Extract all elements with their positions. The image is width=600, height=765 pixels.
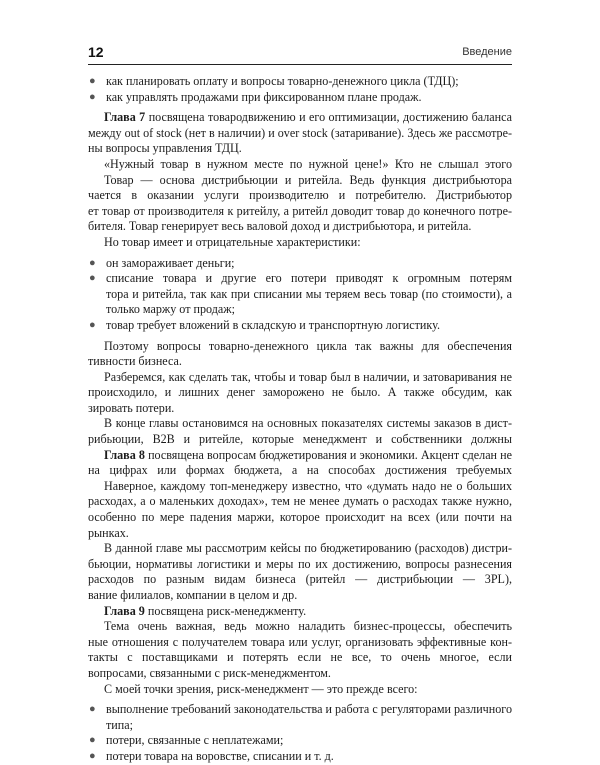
paragraph-line: рынках. xyxy=(88,525,129,540)
paragraph-line: Но товар имеет и отрицательные характеристики: xyxy=(104,234,361,249)
bullet-icon: ● xyxy=(89,318,96,331)
bullet-icon: ● xyxy=(89,256,96,269)
paragraph-line: рибьюции, B2B и ритейле, которые менеджмент и собственники должны xyxy=(88,432,512,447)
paragraph-line: ны вопросы управления ТДЦ. xyxy=(88,141,242,156)
list-item: ● как управлять продажами при фиксированном плане продаж. xyxy=(89,89,422,104)
paragraph-line: вопросами, связанными с риск-менеджментом. xyxy=(88,665,331,680)
list-item: ● потери, связанные с неплатежами; xyxy=(89,733,284,748)
paragraph-line: между out of stock (нет в наличии) и over stock (затаривание). Здесь же рассмотре- xyxy=(88,125,512,140)
chapter-label: Глава 7 xyxy=(104,110,146,125)
bullet-icon: ● xyxy=(89,272,96,285)
running-title: Введение xyxy=(462,46,512,58)
paragraph-line: «Нужный товар в нужном месте по нужной цене!» Кто не слышал этого xyxy=(104,156,512,171)
paragraph-line: Тема очень важная, ведь можно наладить бизнес-процессы, обеспечить xyxy=(104,619,512,634)
paragraph-line: бьюции, нормативы логистики и меры по их достижению, вопросы разнесения xyxy=(88,556,512,571)
paragraph-line: на цифрах или формах бюджета, а на способах достижения требуемых xyxy=(88,463,512,478)
page-body xyxy=(88,74,512,765)
list-item: ● выполнение требований законодательства и работа с регуляторами различного xyxy=(89,702,512,717)
chapter-label: Глава 9 xyxy=(104,603,145,618)
bullet-icon: ● xyxy=(89,749,96,762)
list-item-continuation: тора и ритейла, так как при списании мы теряем весь товар (по стоимости), а xyxy=(106,286,512,301)
list-item: ● списание товара и другие его потери приводят к огромным потерям xyxy=(89,271,512,286)
paragraph-line: ные отношения с получателем товара или услуг, организовать эффективные кон- xyxy=(88,634,512,649)
chapter-8-intro: Глава 8 посвящена вопросам бюджетирования и экономики. Акцент сделан не xyxy=(104,447,512,462)
list-item: ● потери товара на воровстве, списании и т. д. xyxy=(89,748,334,763)
bullet-icon: ● xyxy=(89,734,96,747)
paragraph-line: вание филиалов, компании в целом и др. xyxy=(88,588,298,602)
paragraph-line: Наверное, каждому топ-менеджеру известно, что «думать надо не о больших xyxy=(104,478,512,493)
page-header xyxy=(88,44,512,64)
page-number: 12 xyxy=(88,44,104,60)
paragraph-line: тивности бизнеса. xyxy=(88,354,182,369)
paragraph-line: Товар — основа дистрибьюции и ритейла. Ведь функция дистрибьютора xyxy=(104,172,512,187)
paragraph-line: особенно по мере падения маржи, которое происходит на всех (или почти на xyxy=(88,510,512,525)
paragraph-line: В конце главы остановимся на основных показателях системы заказов в дист- xyxy=(104,416,512,431)
bullet-icon: ● xyxy=(89,90,96,103)
chapter-9-intro: Глава 9 посвящена риск-менеджменту. xyxy=(104,603,307,618)
list-item: ● как планировать оплату и вопросы товарно-денежного цикла (ТДЦ); xyxy=(89,74,459,88)
list-item-continuation: типа; xyxy=(106,717,133,732)
paragraph-line: такты с поставщиками и потерять если не все, то очень многое, если xyxy=(88,650,512,665)
paragraph-line: расходов по разным видам бизнеса (ритейл — дистрибьюции — 3PL), xyxy=(88,572,512,587)
paragraph-line: С моей точки зрения, риск-менеджмент — это прежде всего: xyxy=(104,681,418,696)
paragraph-line: В данной главе мы рассмотрим кейсы по бюджетированию (расходов) дистри- xyxy=(104,541,512,556)
paragraph-line: бителя. Товар генерирует весь валовой доход и дистрибьютора, и ритейла. xyxy=(88,219,472,234)
chapter-7-intro: Глава 7 посвящена товародвижению и его оптимизации, достижению баланса xyxy=(104,110,512,125)
bullet-icon: ● xyxy=(89,703,96,716)
bullet-icon: ● xyxy=(89,75,96,87)
chapter-label: Глава 8 xyxy=(104,447,145,462)
paragraph-line: ет товар от производителя к ритейлу, а ритейл доводит товар до конечного потре- xyxy=(88,203,512,218)
paragraph-line: чается в оказании услуги производителю и потребителю. Дистрибьютор xyxy=(88,188,512,203)
paragraph-line: расходах, а о маленьких доходах», тем не менее думать о расходах также нужно, xyxy=(88,494,512,509)
header-rule xyxy=(88,64,512,65)
list-item-continuation: только маржу от продаж; xyxy=(106,302,235,317)
paragraph-line: Разберемся, как сделать так, чтобы и товар был в наличии, и затоваривания не xyxy=(104,369,512,384)
list-item: ● товар требует вложений в складскую и транспортную логистику. xyxy=(89,317,440,332)
list-item: ● он замораживает деньги; xyxy=(89,255,235,270)
paragraph-line: Поэтому вопросы товарно-денежного цикла так важны для обеспечения xyxy=(104,338,512,353)
paragraph-line: зировать потери. xyxy=(88,400,175,415)
paragraph-line: происходило, и лишних денег заморожено не было. А также обсудим, как xyxy=(88,385,512,400)
